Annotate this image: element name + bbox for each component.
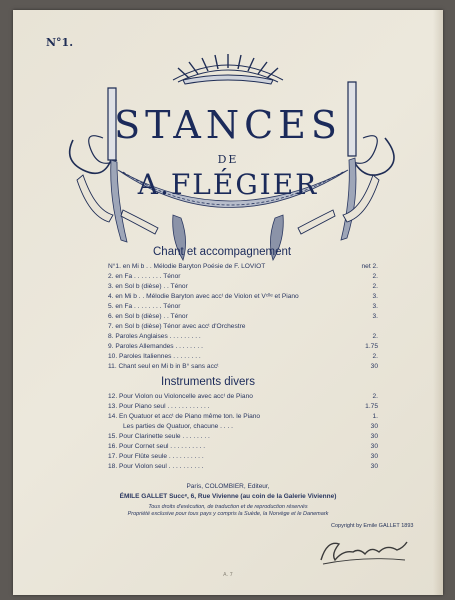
item-price: 2. (372, 333, 378, 340)
item-description: 18. Pour Violon seul . . . . . . . . . . (108, 463, 204, 470)
item-description: 16. Pour Cornet seul . . . . . . . . . . (108, 443, 206, 450)
item-description: 4. en Mi b . . Mélodie Baryton avec accᵗ de Violon et Vᶜˡˡᵉ et Piano (108, 293, 299, 300)
list-item (108, 432, 378, 442)
sheet-music-cover (13, 10, 443, 595)
item-description: 17. Pour Flûte seule . . . . . . . . . . (108, 453, 204, 460)
item-price: 3. (372, 293, 378, 300)
list-item (108, 362, 378, 372)
item-price: 30 (370, 423, 378, 430)
item-description: 13. Pour Piano seul . . . . . . . . . . . . (108, 403, 210, 410)
property-notice: Propriété exclusive pour tous pays y compris la Suède, la Norvège et le Danemark (127, 511, 329, 517)
item-description: 6. en Sol b (dièse) . . Ténor (108, 313, 188, 320)
list-item (108, 282, 378, 292)
list-item (108, 352, 378, 362)
item-description: 7. en Sol b (dièse) Ténor avec accᵗ d'Orchestre (108, 323, 246, 330)
item-price: 1. (372, 413, 378, 420)
list-item (108, 302, 378, 312)
item-price: 30 (370, 453, 378, 460)
item-price: 1.75 (365, 343, 378, 350)
item-description: 14. En Quatuor et accᵗ de Piano même ton. le Piano (108, 413, 261, 420)
item-description: 2. en Fa . . . . . . . . Ténor (108, 273, 181, 280)
item-price: 3. (372, 313, 378, 320)
list-item (108, 292, 378, 302)
item-price: net 2. (361, 263, 378, 270)
composer-name: A.FLÉGIER (137, 168, 319, 201)
list-item (108, 262, 378, 272)
list-item (108, 312, 378, 322)
page-mark: A. 7 (223, 572, 233, 578)
page-title: STANCES (114, 103, 342, 147)
item-price: 2. (372, 283, 378, 290)
item-description: 3. en Sol b (dièse) . . Ténor (108, 283, 188, 290)
item-price: 30 (370, 463, 378, 470)
section-heading-chant: Chant et accompagnement (153, 246, 292, 258)
item-description: 5. en Fa . . . . . . . . Ténor (108, 303, 181, 310)
item-price: 3. (372, 303, 378, 310)
item-price: 2. (372, 353, 378, 360)
list-item (108, 392, 378, 402)
item-description: 11. Chant seul en Mi b in B° sans accᵗ (108, 363, 219, 370)
item-description: 9. Paroles Allemandes . . . . . . . . (108, 343, 203, 350)
signature-stamp (313, 530, 413, 570)
catalog-number: N°1. (46, 36, 74, 49)
section-heading-instruments: Instruments divers (161, 376, 255, 388)
list-item (108, 402, 378, 412)
list-item (108, 332, 378, 342)
item-description: 15. Pour Clarinette seule . . . . . . . . (108, 433, 210, 440)
item-price: 1.75 (365, 403, 378, 410)
item-price: 30 (370, 443, 378, 450)
item-description: 10. Paroles Italiennes . . . . . . . . (108, 353, 201, 360)
item-description: Les parties de Quatuor, chacune . . . . (123, 423, 233, 430)
item-description: N°1. en Mi b . . Mélodie Baryton Poésie de F. LOVIOT (108, 263, 266, 270)
item-price: 30 (370, 433, 378, 440)
list-item (108, 442, 378, 452)
list-item (108, 322, 378, 332)
publisher-address: ÉMILE GALLET Succᵉ, 6, Rue Vivienne (au coin de la Galerie Vivienne) (119, 493, 337, 500)
item-price: 2. (372, 273, 378, 280)
item-price: 2. (372, 393, 378, 400)
copyright-notice: Copyright by Emile GALLET 1893 (331, 523, 414, 529)
list-item (108, 272, 378, 282)
item-description: 8. Paroles Anglaises . . . . . . . . . (108, 333, 201, 340)
publisher-line: Paris, COLOMBIER, Editeur, (186, 483, 270, 490)
list-item (108, 342, 378, 352)
list-item (108, 412, 378, 422)
list-item (123, 422, 378, 432)
title-preposition: DE (217, 153, 239, 166)
item-price: 30 (370, 363, 378, 370)
rights-notice: Tous droits d'exécution, de traduction et de reproduction réservés (148, 504, 308, 510)
item-description: 12. Pour Violon ou Violoncelle avec accᵗ de Piano (108, 393, 253, 400)
sunburst-ornament (173, 54, 283, 84)
list-item (108, 462, 378, 472)
list-item (108, 452, 378, 462)
